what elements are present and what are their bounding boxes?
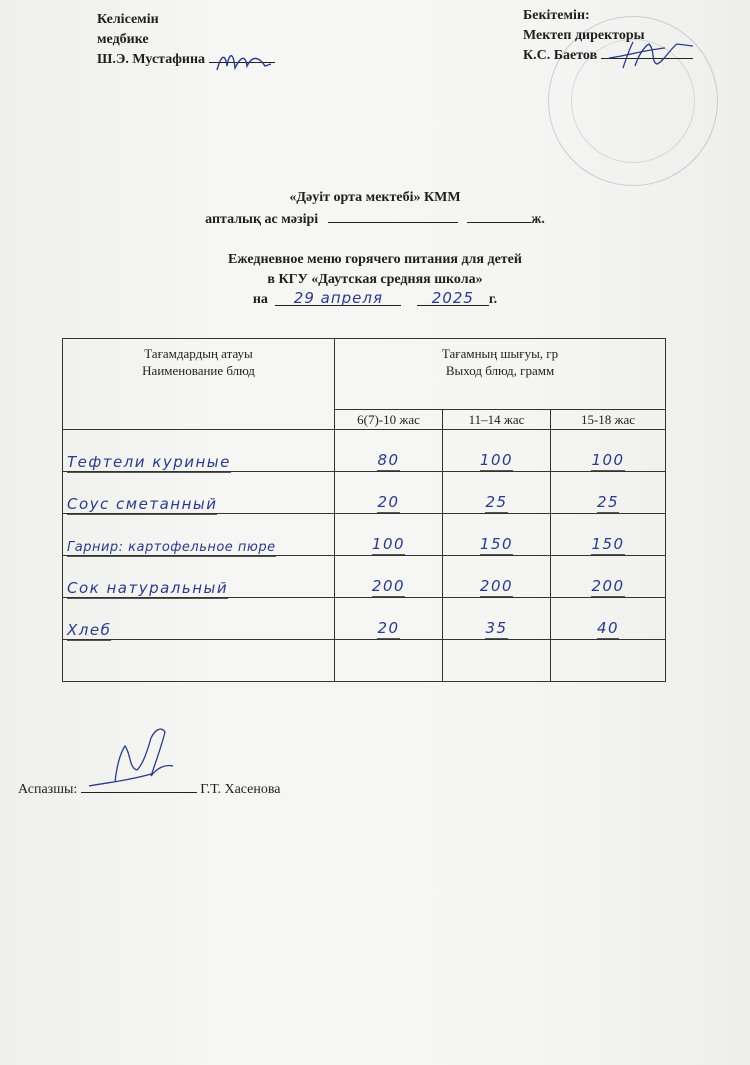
title-line3: Ежедневное меню горячего питания для детей (228, 252, 522, 267)
document-title-kz (0, 188, 750, 230)
nurse-signature (209, 62, 275, 63)
director-name: К.С. Баетов (523, 48, 598, 63)
portion-value: 150 (479, 535, 514, 553)
header-dish-name-ru: Наименование блюд (142, 363, 255, 378)
date-day-month: 29 апреля (275, 291, 401, 306)
table-row (63, 430, 666, 472)
cook-signature (81, 778, 197, 793)
portion-value: 100 (591, 451, 625, 469)
portion-value: 200 (479, 577, 514, 595)
cook-label: Аспазшы: (18, 782, 78, 797)
dish-name-cell (63, 598, 335, 640)
dish-name-cell (63, 472, 335, 514)
document-title-ru (0, 250, 750, 310)
director-signature-mark (605, 38, 701, 74)
portion-cell (335, 598, 443, 640)
portion-cell (443, 472, 551, 514)
portion-cell (443, 556, 551, 598)
blank-week-field (328, 208, 458, 223)
header-portion (335, 339, 666, 410)
cook-name: Г.Т. Хасенова (200, 782, 281, 797)
portion-cell (335, 640, 443, 682)
table-row (63, 514, 666, 556)
approval-block-director (523, 6, 693, 66)
portion-value: 100 (371, 535, 406, 553)
portion-value: 150 (591, 535, 625, 553)
age-group-header: 6(7)-10 жас (335, 410, 443, 430)
portion-cell (551, 640, 666, 682)
date-year: 2025 (417, 291, 489, 306)
table-row (63, 556, 666, 598)
portion-value: 25 (485, 493, 508, 511)
date-suffix: г. (488, 292, 498, 307)
date-prefix: на (252, 292, 268, 307)
age-group-header: 15-18 жас (551, 410, 666, 430)
age-group-header: 11–14 жас (443, 410, 551, 430)
portion-value: 20 (377, 493, 400, 511)
header-dish-name (63, 339, 335, 430)
title-line1: «Дәуіт орта мектебі» КММ (289, 190, 461, 205)
nurse-title: медбике (97, 32, 149, 47)
portion-cell (443, 514, 551, 556)
header-dish-name-kz: Тағамдардың атауы (144, 346, 253, 361)
dish-name: Гарнир: картофельное пюре (67, 540, 276, 555)
table-row (63, 472, 666, 514)
approval-block-nurse (97, 10, 275, 70)
nurse-name: Ш.Э. Мустафина (97, 52, 206, 67)
portion-value: 80 (377, 451, 400, 469)
table-row-empty (63, 640, 666, 682)
header-portion-kz: Тағамның шығуы, гр (441, 346, 559, 361)
portion-value: 20 (377, 619, 400, 637)
portion-cell (551, 472, 666, 514)
dish-name-cell (63, 430, 335, 472)
dish-name: Соус сметанный (67, 495, 218, 513)
dish-name: Хлеб (67, 621, 112, 639)
portion-cell (335, 472, 443, 514)
dish-name: Сок натуральный (67, 579, 229, 597)
header-portion-ru: Выход блюд, грамм (445, 363, 555, 378)
dish-name-cell (63, 556, 335, 598)
portion-value: 35 (485, 619, 508, 637)
portion-value: 200 (371, 577, 406, 595)
dish-name-cell (63, 514, 335, 556)
portion-cell (443, 640, 551, 682)
director-title: Мектеп директоры (523, 28, 645, 43)
director-approve-label: Бекітемін: (523, 8, 590, 23)
portion-value: 25 (596, 493, 620, 511)
portion-cell (443, 430, 551, 472)
menu-table (62, 338, 666, 682)
portion-cell (551, 598, 666, 640)
table-row (63, 598, 666, 640)
dish-name-cell (63, 640, 335, 682)
portion-cell (443, 598, 551, 640)
title-line2-prefix: апталық ас мәзірі (205, 212, 319, 227)
blank-year-field (467, 208, 531, 223)
nurse-agree-label: Келісемін (97, 12, 159, 27)
portion-value: 100 (479, 451, 514, 469)
title-line2-suffix: ж. (531, 212, 545, 227)
portion-cell (551, 430, 666, 472)
dish-name: Тефтели куриные (67, 453, 231, 471)
cook-signature-block (18, 778, 281, 800)
portion-cell (335, 556, 443, 598)
portion-cell (335, 430, 443, 472)
portion-value: 40 (596, 619, 620, 637)
title-line4: в КГУ «Даутская средняя школа» (267, 272, 483, 287)
portion-cell (335, 514, 443, 556)
director-signature (601, 58, 693, 59)
portion-cell (551, 514, 666, 556)
portion-cell (551, 556, 666, 598)
cook-signature-mark (81, 724, 191, 794)
nurse-signature-mark (211, 46, 277, 76)
portion-value: 200 (591, 577, 625, 595)
